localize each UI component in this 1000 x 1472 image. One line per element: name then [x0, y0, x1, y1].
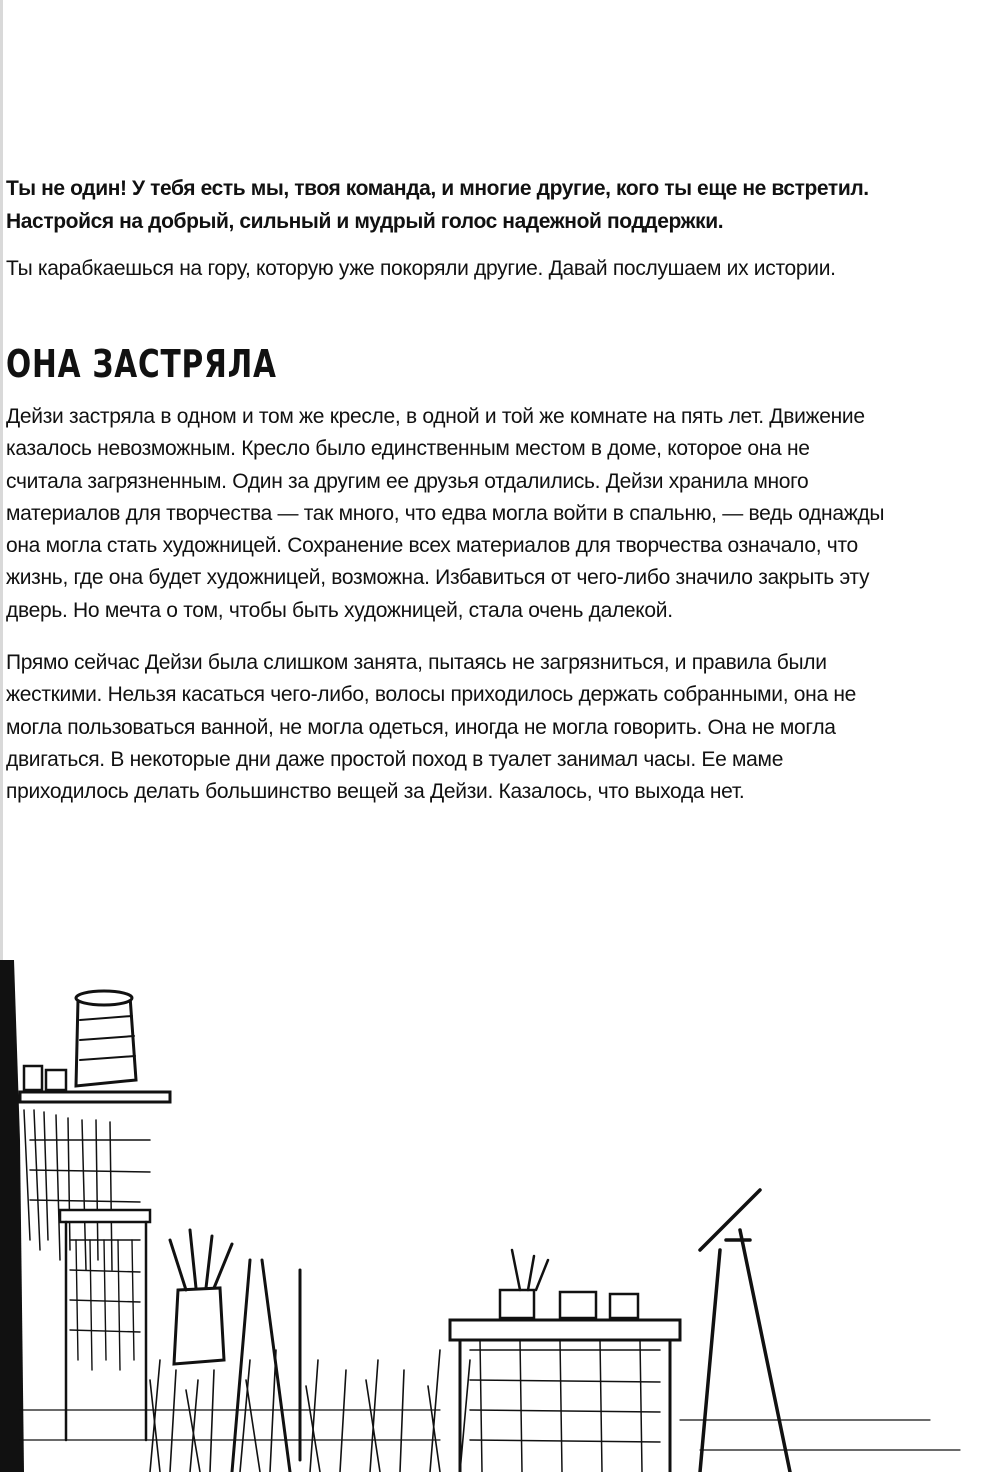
jar-right — [46, 1070, 66, 1090]
brush-pot-icon — [170, 1230, 232, 1364]
story-paragraph-2: Прямо сейчас Дейзи была слишком занята, пытаясь не загрязниться, и правила были жесткими. Нельзя касаться чего-либо, волосы приходилось держать собранными, она не могла пользоваться ванной, не могла одеться, иногда не могла говорить. Она не могла двигаться. В некоторые дни даже простой поход в туалет занимал часы. Ее маме приходилось делать большинство вещей за Дейзи. Казалось, что выхода нет. — [6, 651, 857, 804]
intro-paragraph: Ты карабкаешься на гору, которую уже покоряли другие. Давай послушаем их истории. — [6, 257, 836, 280]
upper-shelf — [20, 1092, 170, 1102]
story-paragraph-1: Дейзи застряла в одном и том же кресле, в одной и той же комнате на пять лет. Движение казалось невозможным. Кресло было единственным местом в доме, которое она не считала загрязненным. Один за другим ее друзья отдалились. Дейзи хранила много материалов для творчества — так много, что едва могла войти в спальню, — ведь однажды она могла стать художницей. Сохранение всех материалов для творчества означало, что жизнь, где она будет художницей, возможна. Избавиться от чего-либо значило закрыть эту дверь. Но мечта о том, чтобы быть художницей, стала очень далекой. — [6, 405, 885, 622]
text-column — [6, 172, 886, 829]
section-title: ОНА ЗАСТРЯЛА — [6, 342, 277, 386]
cluttered-table — [450, 1250, 680, 1472]
cluttered-room-illustration — [0, 940, 1000, 1472]
paint-tin-1 — [500, 1290, 534, 1318]
bucket-stack-icon — [76, 991, 136, 1086]
intro-bold-paragraph: Ты не один! У тебя есть мы, твоя команда, и многие другие, кого ты еще не встретил. Настройся на добрый, сильный и мудрый голос надежной поддержки. — [6, 177, 869, 233]
paint-tin-2 — [560, 1292, 596, 1318]
jar-left — [24, 1066, 42, 1090]
right-easel-icon — [700, 1190, 790, 1472]
lower-shelf — [60, 1210, 150, 1222]
left-shadow-mass — [0, 960, 24, 1472]
paint-tin-3 — [610, 1294, 638, 1318]
